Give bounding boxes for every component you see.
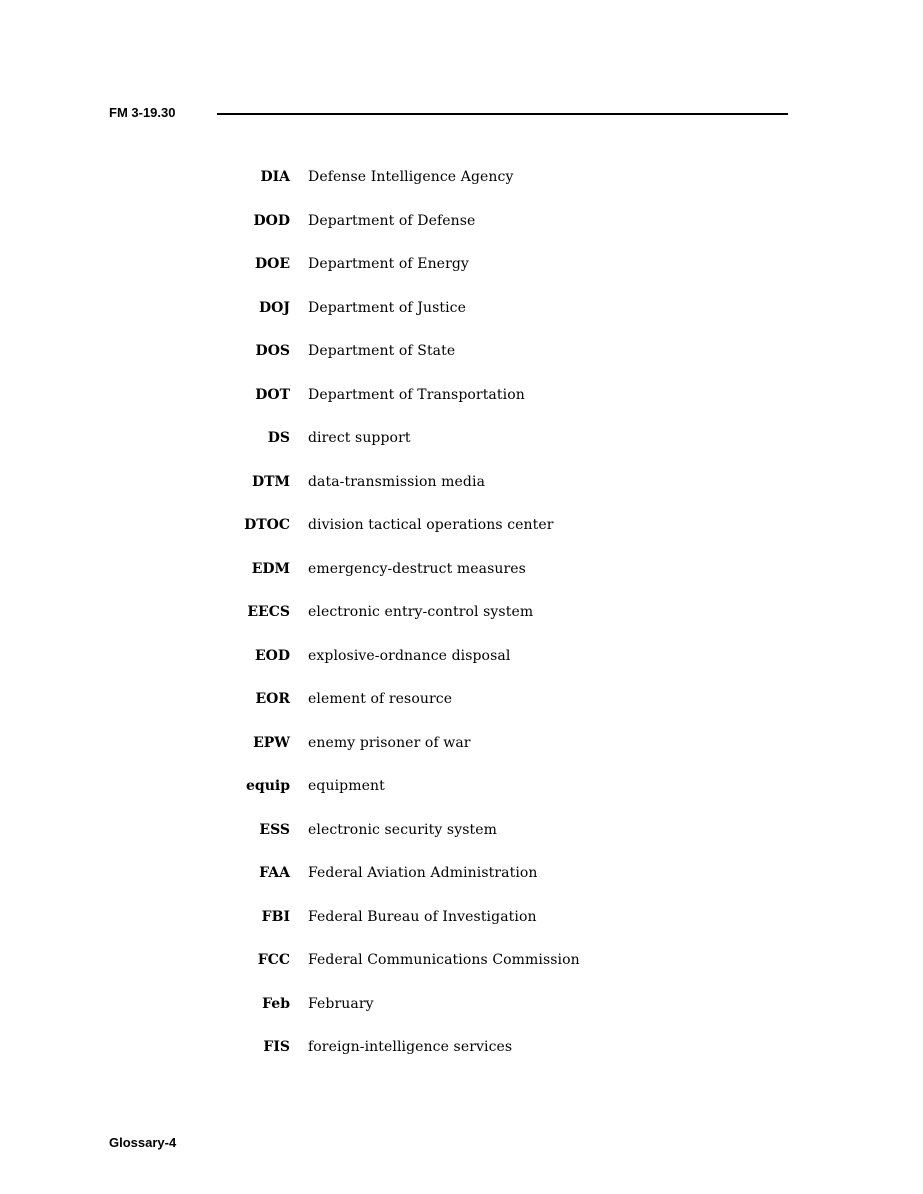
glossary-entry: [200, 300, 720, 344]
glossary-definition: electronic security system: [308, 821, 497, 838]
glossary-definition: Department of Transportation: [308, 386, 525, 403]
glossary-term: DTOC: [244, 517, 290, 533]
glossary-definition: equipment: [308, 778, 385, 794]
manual-id: FM 3-19.30: [109, 105, 176, 120]
glossary-definition: Department of Justice: [308, 299, 466, 316]
glossary-entry: [200, 952, 720, 996]
glossary-term: DOS: [255, 343, 290, 359]
glossary-definition: Federal Bureau of Investigation: [308, 908, 537, 925]
glossary-definition: explosive-ordnance disposal: [308, 647, 511, 664]
glossary-definition: data-transmission media: [308, 473, 486, 490]
glossary-term: ESS: [259, 821, 290, 838]
glossary-definition: Defense Intelligence Agency: [308, 169, 514, 185]
glossary-entry: [200, 865, 720, 909]
glossary-term: FIS: [263, 1039, 290, 1055]
glossary-entry: [200, 648, 720, 692]
glossary-term: DOE: [254, 256, 290, 272]
glossary-term: EOD: [254, 647, 290, 664]
glossary-definition: Federal Aviation Administration: [308, 865, 538, 881]
glossary-entry: [200, 604, 720, 648]
glossary-entry: [200, 256, 720, 300]
glossary-definition: division tactical operations center: [308, 517, 554, 533]
glossary-entry: [200, 735, 720, 779]
glossary-definition: foreign-intelligence services: [308, 1039, 513, 1055]
glossary-definition: emergency-destruct measures: [308, 560, 526, 577]
glossary-definition: element of resource: [308, 691, 453, 707]
page-number: Glossary-4: [109, 1135, 177, 1150]
glossary-entry: [200, 778, 720, 822]
glossary-definition: Federal Communications Commission: [308, 952, 580, 968]
glossary-definition: Department of Energy: [308, 256, 469, 272]
glossary-list: [200, 169, 720, 1083]
glossary-term: DS: [267, 430, 290, 446]
glossary-entry: [200, 430, 720, 474]
glossary-entry: [200, 387, 720, 431]
glossary-term: equip: [246, 778, 290, 794]
glossary-entry: [200, 517, 720, 561]
glossary-term: DIA: [260, 169, 290, 185]
glossary-entry: [200, 561, 720, 605]
glossary-term: FBI: [261, 908, 290, 925]
glossary-entry: [200, 1039, 720, 1083]
glossary-definition: Department of Defense: [308, 212, 476, 229]
glossary-definition: Department of State: [308, 343, 456, 359]
glossary-term: DOJ: [259, 299, 290, 316]
glossary-definition: enemy prisoner of war: [308, 734, 471, 751]
glossary-term: DTM: [251, 473, 290, 490]
glossary-term: FCC: [257, 952, 290, 968]
glossary-definition: electronic entry-control system: [308, 604, 534, 620]
glossary-term: DOT: [255, 386, 290, 403]
glossary-term: DOD: [253, 212, 290, 229]
glossary-term: EECS: [247, 604, 290, 620]
glossary-entry: [200, 169, 720, 213]
glossary-entry: [200, 474, 720, 518]
glossary-definition: direct support: [308, 430, 411, 446]
glossary-term: EDM: [251, 560, 290, 577]
glossary-term: FAA: [259, 865, 290, 881]
glossary-entry: [200, 691, 720, 735]
glossary-entry: [200, 822, 720, 866]
glossary-entry: [200, 909, 720, 953]
glossary-entry: [200, 343, 720, 387]
glossary-term: EPW: [253, 734, 290, 751]
header-rule: [217, 113, 788, 115]
glossary-term: EOR: [255, 691, 290, 707]
glossary-definition: February: [308, 995, 374, 1012]
glossary-entry: [200, 213, 720, 257]
glossary-term: Feb: [262, 995, 290, 1012]
glossary-entry: [200, 996, 720, 1040]
